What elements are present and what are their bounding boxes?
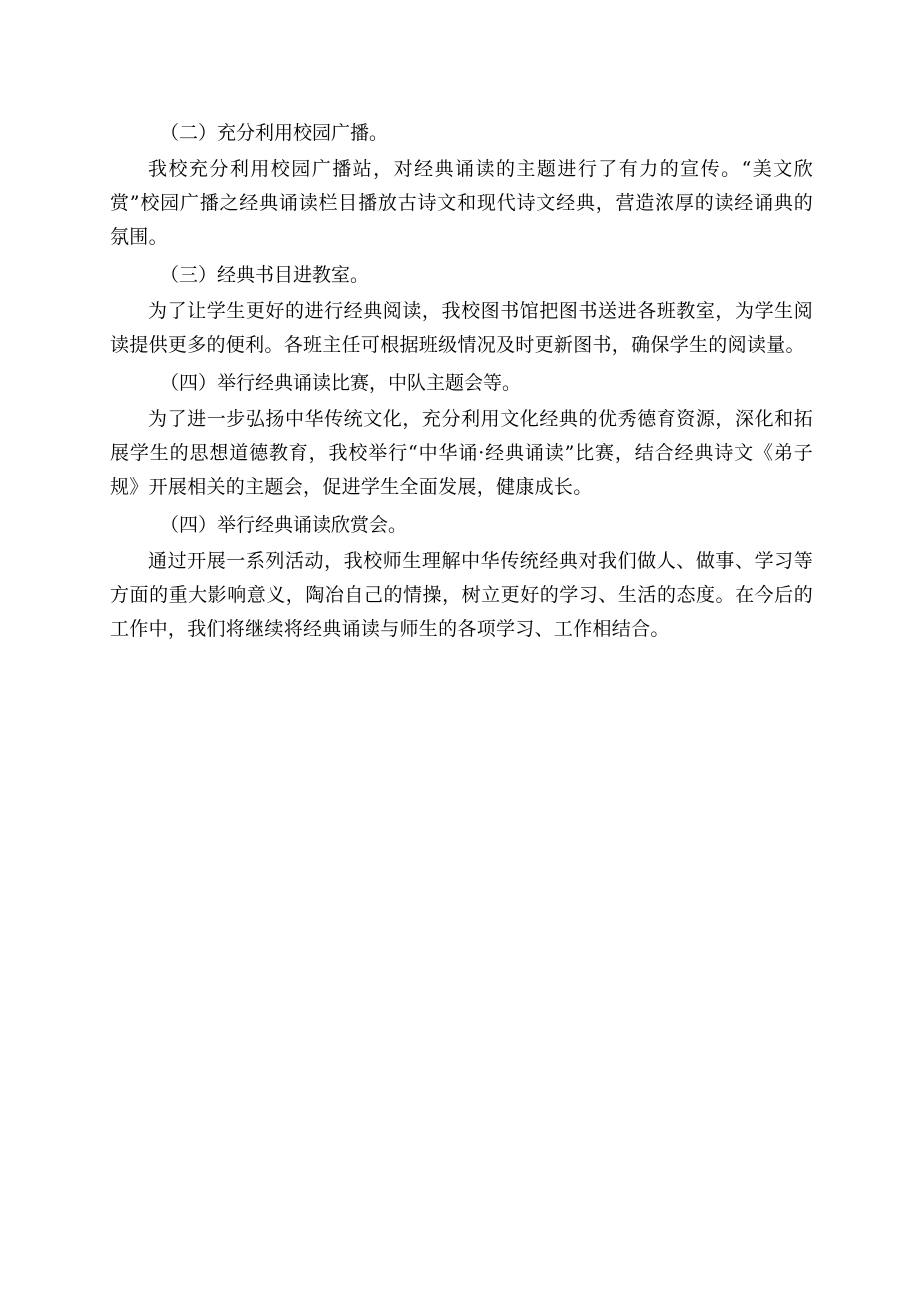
section-paragraph-recitation-contest: 为了进一步弘扬中华传统文化，充分利用文化经典的优秀德育资源，深化和拓展学生的思想道德教育，我校举行“中华诵·经典诵读”比赛，结合经典诗文《弟子规》开展相关的主题会，促进学生全面发展，健康成长。 <box>110 408 813 498</box>
document-body <box>110 116 813 650</box>
section-heading-campus-broadcast: （二）充分利用校园广播。 <box>160 122 389 144</box>
section-paragraph-campus-broadcast: 我校充分利用校园广播站，对经典诵读的主题进行了有力的宣传。“美文欣赏”校园广播之经典诵读栏目播放古诗文和现代诗文经典，营造浓厚的读经诵典的氛围。 <box>110 158 813 248</box>
section-heading-appreciation-meeting: （四）举行经典诵读欣赏会。 <box>160 514 408 536</box>
section-heading-recitation-contest: （四）举行经典诵读比赛，中队主题会等。 <box>160 372 522 394</box>
section-heading-classroom-books: （三）经典书目进教室。 <box>160 264 370 286</box>
section-paragraph-classroom-books: 为了让学生更好的进行经典阅读，我校图书馆把图书送进各班教室，为学生阅读提供更多的便利。各班主任可根据班级情况及时更新图书，确保学生的阅读量。 <box>110 300 813 356</box>
section-paragraph-appreciation-meeting: 通过开展一系列活动，我校师生理解中华传统经典对我们做人、做事、学习等方面的重大影响意义，陶冶自己的情操，树立更好的学习、生活的态度。在今后的工作中，我们将继续将经典诵读与师生的各项学习、工作相结合。 <box>110 550 813 640</box>
